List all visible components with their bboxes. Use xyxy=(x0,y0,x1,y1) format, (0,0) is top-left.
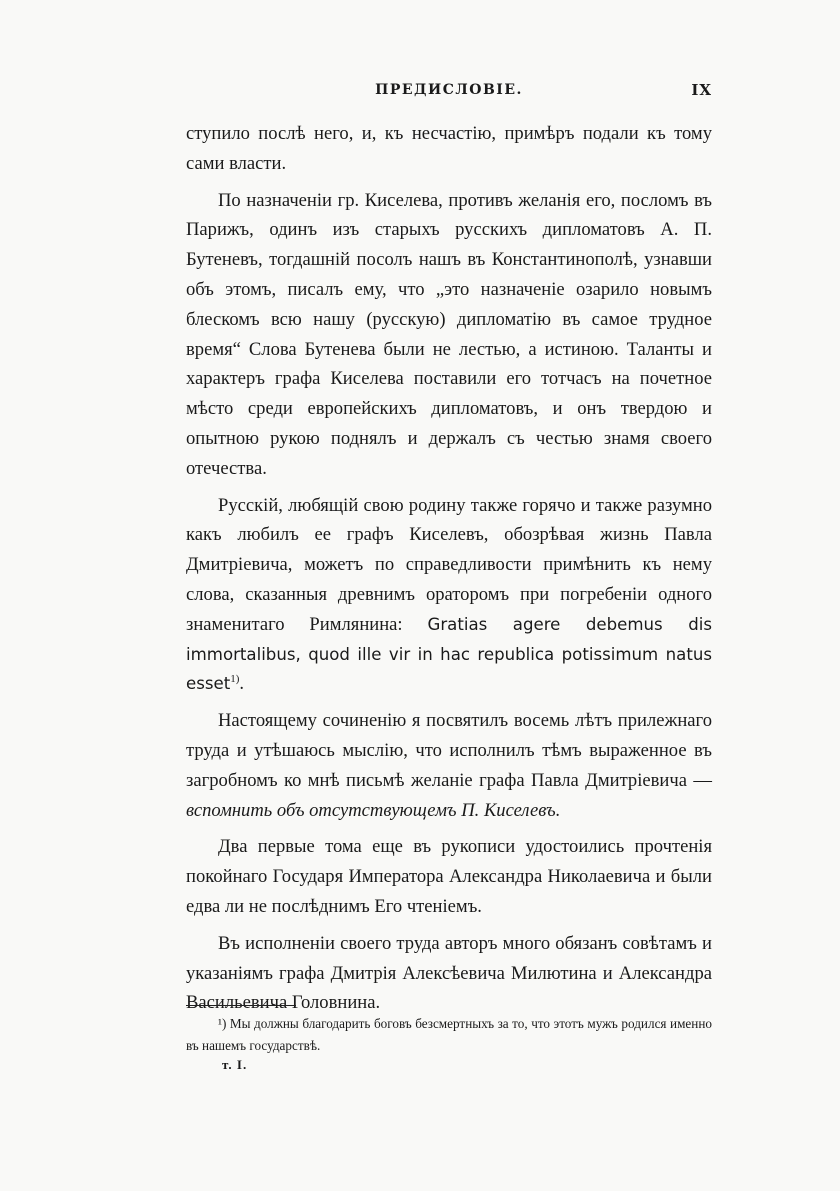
paragraph-butenev: По назначеніи гр. Киселева, противъ желанія его, посломъ въ Парижъ, одинъ изъ старыхъ русскихъ дипломатовъ А. П. Бутеневъ, тогдашній посолъ нашъ въ Константинополѣ, узнавши объ этомъ, писалъ ему, что „это назначеніе озарило новымъ блескомъ всю нашу (русскую) дипломатію въ самое трудное время“ Слова Бутенева были не лестью, а истиною. Таланты и характеръ графа Киселева поставили его тотчасъ на почетное мѣсто среди европейскихъ дипломатовъ, и онъ твердою и опытною рукою поднялъ и держалъ съ честью знамя своего отечества. xyxy=(186,189,712,479)
paragraph-continued: ступило послѣ него, и, къ несчастію, примѣръ подали къ тому сами власти. xyxy=(186,123,712,174)
paragraph-quote-end: . xyxy=(239,673,245,695)
running-title: ПРЕДИСЛОВІЕ. xyxy=(375,82,523,98)
footnote-text-line xyxy=(186,1013,712,1057)
paragraph-quote xyxy=(186,491,712,700)
volume-signature: т. I. xyxy=(222,1057,248,1072)
main-text xyxy=(186,119,712,1025)
footnote xyxy=(186,1013,712,1057)
page-header xyxy=(186,80,712,100)
footnote-mark: ¹) xyxy=(218,1016,227,1031)
italic-quotation: вспомнить объ отсутствующемъ П. Киселевъ. xyxy=(186,799,561,821)
paragraph-quote-text: Русскій, любящій свою родину также горячо и также разумно какъ любилъ ее графъ Киселевъ, обозрѣвая жизнь Павла Дмитріевича, можетъ по справедливости примѣнить къ нему слова, сказанныя древнимъ ораторомъ при погребеніи одного знаменитаго Римлянина: xyxy=(186,494,712,635)
paragraph-dedication-text: Настоящему сочиненію я посвятилъ восемь лѣтъ прилежнаго труда и утѣшаюсь мыслію, что исполнилъ тѣмъ выраженное въ загробномъ ко мнѣ письмѣ желаніе графа Павла Дмитріевича — xyxy=(186,710,712,791)
paragraph-readers: Два первые тома еще въ рукописи удостоились прочтенія покойнаго Государя Императора Александра Николаевича и были едва ли не послѣднимъ Его чтеніемъ. xyxy=(186,836,712,917)
footnote-reference: 1) xyxy=(230,673,240,686)
footnote-divider xyxy=(186,1005,296,1006)
page-number: IX xyxy=(691,81,712,99)
paragraph-dedication xyxy=(186,706,712,825)
paragraph-acknowledgements: Въ исполненіи своего труда авторъ много обязанъ совѣтамъ и указаніямъ графа Дмитрія Алексѣевича Милютина и Александра Васильевича Головнина. xyxy=(186,932,712,1014)
latin-quotation: Gratias agere debemus dis immortalibus, quod ille vir in hac republica potissimum natus esset xyxy=(186,614,713,694)
footnote-text: Мы должны благодарить боговъ безсмертныхъ за то, что этотъ мужъ родился именно въ нашемъ государствѣ. xyxy=(186,1016,712,1053)
